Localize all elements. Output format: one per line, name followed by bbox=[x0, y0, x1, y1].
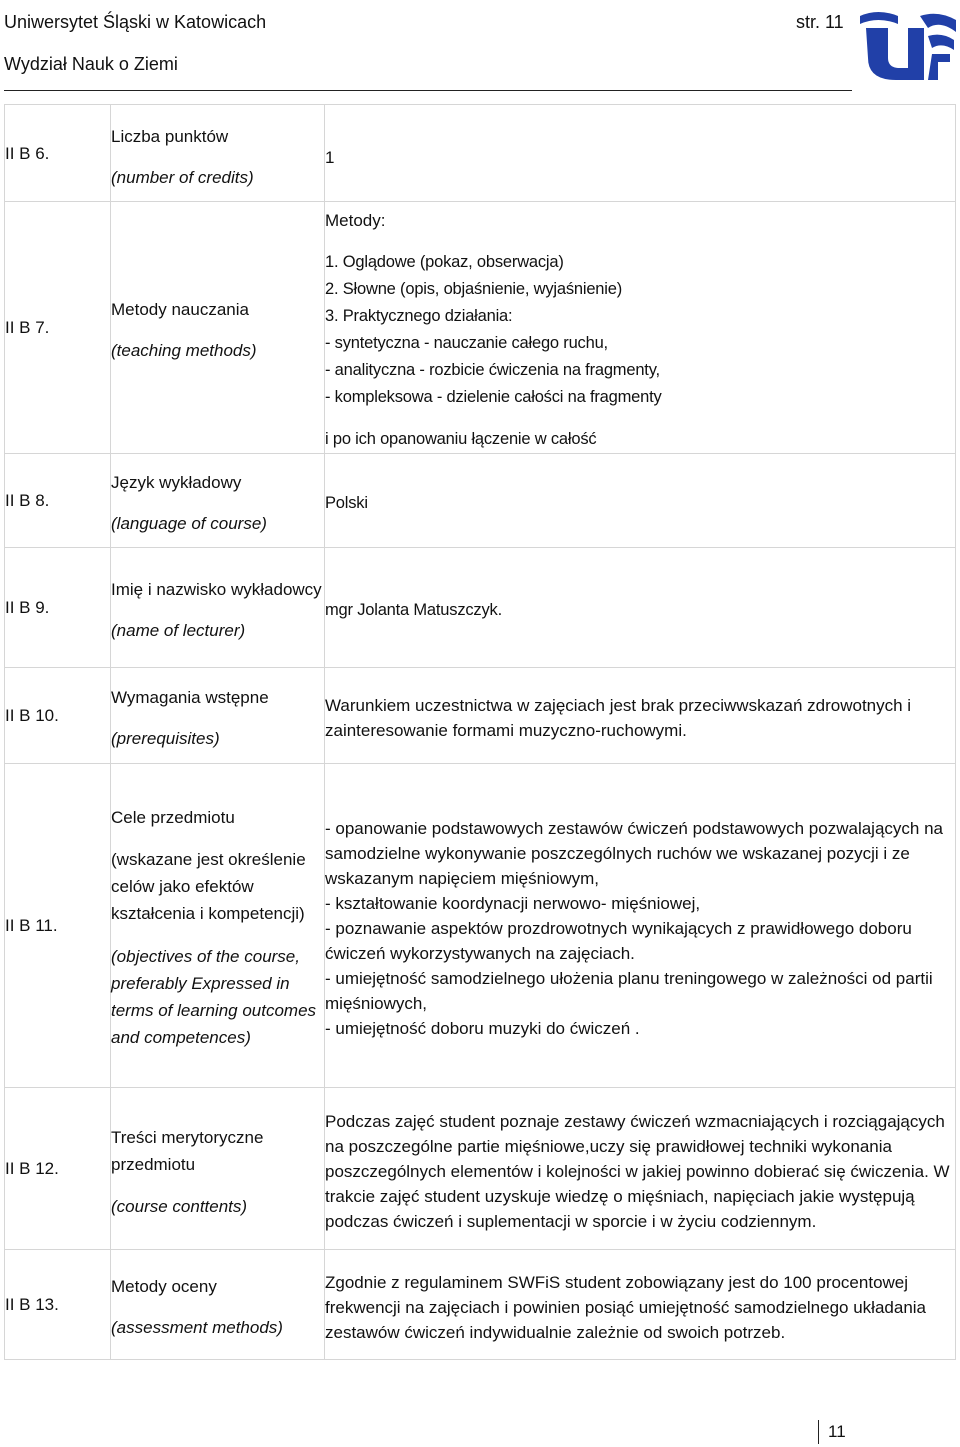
row-label: Cele przedmiotu bbox=[111, 808, 235, 827]
row-label-en: (objectives of the course, preferably Expressed in terms of learning outcomes and competences) bbox=[111, 947, 317, 1047]
row-label-en: (number of credits) bbox=[111, 168, 254, 187]
row-label: Imię i nazwisko wykładowcy bbox=[111, 580, 322, 599]
row-value-cell bbox=[325, 548, 956, 668]
row-label-en: (course conttents) bbox=[111, 1196, 248, 1216]
row-label: Język wykładowy bbox=[111, 473, 242, 492]
list-item: - kształtowanie koordynacji nerwowo- mięśniowej, bbox=[325, 893, 701, 913]
row-label-en: (name of lecturer) bbox=[111, 621, 246, 640]
table-row bbox=[5, 202, 956, 454]
table-row bbox=[5, 764, 956, 1088]
row-label: Liczba punktów bbox=[111, 127, 229, 146]
list-item: - umiejętność samodzielnego ułożenia planu treningowego w zależności od partii mięśniowych, bbox=[325, 968, 933, 1013]
row-number: II B 10. bbox=[5, 668, 111, 764]
row-label-en: (assessment methods) bbox=[111, 1318, 283, 1337]
table-row bbox=[5, 548, 956, 668]
university-logo-icon bbox=[858, 6, 958, 86]
row-label-cell bbox=[111, 668, 325, 764]
row-label: Treści merytoryczne przedmiotu bbox=[111, 1127, 264, 1174]
table-row bbox=[5, 454, 956, 548]
list-item: - kompleksowa - dzielenie całości na fragmenty bbox=[325, 388, 662, 406]
row-value-tail: i po ich opanowaniu łączenie w całość bbox=[325, 430, 597, 448]
row-number: II B 12. bbox=[5, 1088, 111, 1250]
list-item: 1. Oglądowe (pokaz, obserwacja) bbox=[325, 253, 564, 271]
row-value: mgr Jolanta Matuszczyk. bbox=[325, 600, 502, 619]
footer-page-number: 11 bbox=[828, 1422, 846, 1441]
list-item: - syntetyczna - nauczanie całego ruchu, bbox=[325, 334, 608, 352]
row-value: Zgodnie z regulaminem SWFiS student zobowiązany jest do 100 procentowej frekwencji na zajęciach i powinien posiąć umiejętność samodzielnego układania zestawów ćwiczeń indywidualnie zależnie od swoich potrzeb. bbox=[325, 1272, 927, 1342]
header-rule bbox=[4, 90, 852, 91]
row-number: II B 6. bbox=[5, 105, 111, 202]
course-description-table bbox=[4, 104, 956, 1360]
row-value-cell bbox=[325, 105, 956, 202]
row-number: II B 9. bbox=[5, 548, 111, 668]
row-number: II B 13. bbox=[5, 1250, 111, 1360]
row-value-cell bbox=[325, 202, 956, 454]
row-value-intro: Metody: bbox=[325, 211, 386, 230]
row-value: Warunkiem uczestnictwa w zajęciach jest brak przeciwwskazań zdrowotnych i zainteresowanie formami muzyczno-ruchowymi. bbox=[325, 696, 912, 740]
row-label-cell bbox=[111, 105, 325, 202]
row-label-en: (language of course) bbox=[111, 514, 267, 533]
row-number: II B 8. bbox=[5, 454, 111, 548]
table-row bbox=[5, 1088, 956, 1250]
list-item: - opanowanie podstawowych zestawów ćwiczeń podstawowych pozwalających na samodzielne wykonywanie poszczególnych ruchów we wskazanej pozycji i ze wskazanym napięciem mięśniowym, bbox=[325, 818, 943, 888]
row-label-en: (teaching methods) bbox=[111, 341, 257, 360]
row-label-cell bbox=[111, 202, 325, 454]
list-item: 2. Słowne (opis, objaśnienie, wyjaśnienie) bbox=[325, 280, 623, 298]
list-item: - poznawanie aspektów prozdrowotnych wynikających z prawidłowego doboru ćwiczeń wykorzystywanych na zajęciach. bbox=[325, 918, 912, 963]
header-faculty: Wydział Nauk o Ziemi bbox=[4, 54, 178, 74]
row-number: II B 7. bbox=[5, 202, 111, 454]
row-label: Metody oceny bbox=[111, 1277, 217, 1296]
table-row bbox=[5, 105, 956, 202]
row-value-cell bbox=[325, 1088, 956, 1250]
list-item: 3. Praktycznego działania: bbox=[325, 307, 513, 325]
list-item: - analityczna - rozbicie ćwiczenia na fragmenty, bbox=[325, 361, 660, 379]
row-value: 1 bbox=[325, 147, 335, 167]
row-number: II B 11. bbox=[5, 764, 111, 1088]
row-label-cell bbox=[111, 1250, 325, 1360]
row-label-cell bbox=[111, 454, 325, 548]
table-row bbox=[5, 1250, 956, 1360]
row-value-cell bbox=[325, 1250, 956, 1360]
row-label-cell bbox=[111, 1088, 325, 1250]
row-value-cell bbox=[325, 764, 956, 1088]
list-item: - umiejętność doboru muzyki do ćwiczeń . bbox=[325, 1018, 640, 1038]
row-label: Wymagania wstępne bbox=[111, 688, 269, 707]
table-row bbox=[5, 668, 956, 764]
header-university: Uniwersytet Śląski w Katowicach bbox=[4, 12, 267, 32]
row-label: Metody nauczania bbox=[111, 300, 249, 319]
row-value-cell bbox=[325, 454, 956, 548]
row-value-cell bbox=[325, 668, 956, 764]
row-value: Podczas zajęć student poznaje zestawy ćwiczeń wzmacniających i rozciągających na poszczególne partie mięśniowe,uczy się prawidłowej techniki wykonania poszczególnych elementów i kolejności w jakiej powinno dobierać się ćwiczenia. W trakcie zajęć student uzyskuje wiedzę o mięśniach, napięciach jakie występują podczas ćwiczeń i suplementacji w sporcie i w życiu codziennym. bbox=[325, 1111, 950, 1231]
header-page-number: str. 11 bbox=[796, 12, 844, 32]
row-label-note: (wskazane jest określenie celów jako efektów kształcenia i kompetencji) bbox=[111, 850, 306, 923]
row-label-cell bbox=[111, 548, 325, 668]
row-label-en: (prerequisites) bbox=[111, 729, 220, 748]
row-value: Polski bbox=[325, 493, 368, 512]
row-label-cell bbox=[111, 764, 325, 1088]
